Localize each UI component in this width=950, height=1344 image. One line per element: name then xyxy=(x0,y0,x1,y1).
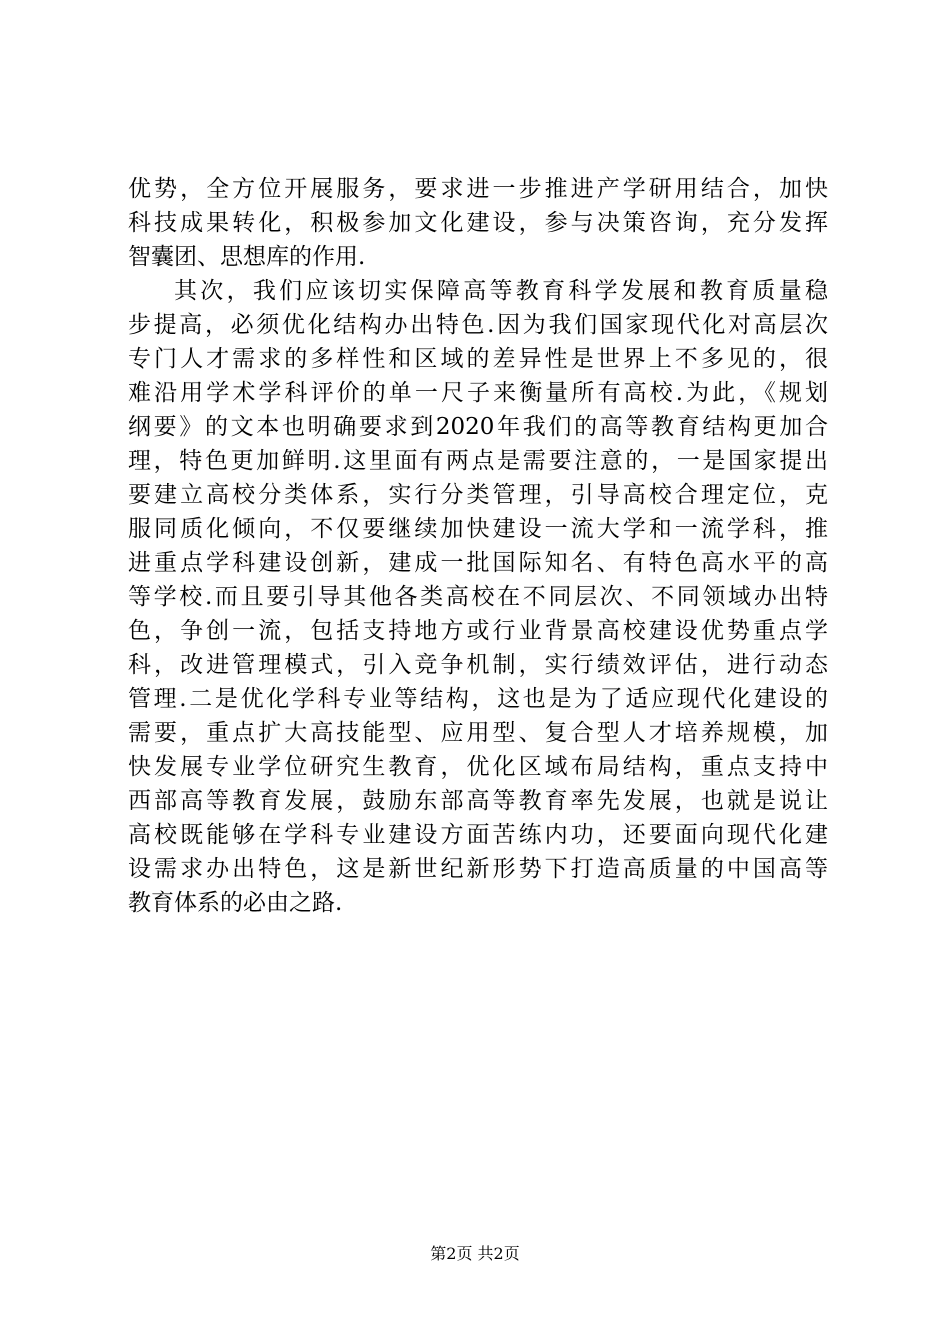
paragraph-2-line-16: 西部高等教育发展，鼓励东部高等教育率先发展，也就是说让 xyxy=(128,788,828,814)
paragraph-2-line-11: 色，争创一流，包括支持地方或行业背景高校建设优势重点学 xyxy=(128,618,828,644)
paragraph-2-line-14: 需要，重点扩大高技能型、应用型、复合型人才培养规模，加 xyxy=(128,720,828,746)
paragraph-1-line-2: 科技成果转化，积极参加文化建设，参与决策咨询，充分发挥 xyxy=(128,210,828,236)
page-number-footer: 第2页 共2页 xyxy=(430,1244,520,1263)
paragraph-2-line-13: 管理.二是优化学科专业等结构，这也是为了适应现代化建设的 xyxy=(128,686,828,712)
paragraph-2-line-9: 进重点学科建设创新，建成一批国际知名、有特色高水平的高 xyxy=(128,550,828,576)
paragraph-2-line-3: 专门人才需求的多样性和区域的差异性是世界上不多见的，很 xyxy=(128,346,828,372)
paragraph-2-line-8: 服同质化倾向，不仅要继续加快建设一流大学和一流学科，推 xyxy=(128,516,828,542)
paragraph-2-line-4: 难沿用学术学科评价的单一尺子来衡量所有高校.为此，《规划 xyxy=(128,380,828,406)
paragraph-1-line-1: 优势，全方位开展服务，要求进一步推进产学研用结合，加快 xyxy=(128,176,828,202)
paragraph-2-line-5: 纲要》的文本也明确要求到2020年我们的高等教育结构更加合 xyxy=(128,414,828,440)
paragraph-2-line-18: 设需求办出特色，这是新世纪新形势下打造高质量的中国高等 xyxy=(128,856,828,882)
paragraph-2-line-1: 其次，我们应该切实保障高等教育科学发展和教育质量稳 xyxy=(174,278,828,304)
body-text xyxy=(128,172,828,920)
paragraph-2-line-12: 科，改进管理模式，引入竞争机制，实行绩效评估，进行动态 xyxy=(128,652,828,678)
paragraph-2-line-2: 步提高，必须优化结构办出特色.因为我们国家现代化对高层次 xyxy=(128,312,828,338)
paragraph-2-line-19: 教育体系的必由之路. xyxy=(128,890,343,916)
paragraph-2-line-17: 高校既能够在学科专业建设方面苦练内功，还要面向现代化建 xyxy=(128,822,828,848)
paragraph-2-line-15: 快发展专业学位研究生教育，优化区域布局结构，重点支持中 xyxy=(128,754,828,780)
paragraph-2-line-7: 要建立高校分类体系，实行分类管理，引导高校合理定位，克 xyxy=(128,482,828,508)
paragraph-1-line-3: 智囊团、思想库的作用. xyxy=(128,244,366,270)
paragraph-2-line-10: 等学校.而且要引导其他各类高校在不同层次、不同领域办出特 xyxy=(128,584,828,610)
paragraph-2-line-6: 理，特色更加鲜明.这里面有两点是需要注意的，一是国家提出 xyxy=(128,448,828,474)
